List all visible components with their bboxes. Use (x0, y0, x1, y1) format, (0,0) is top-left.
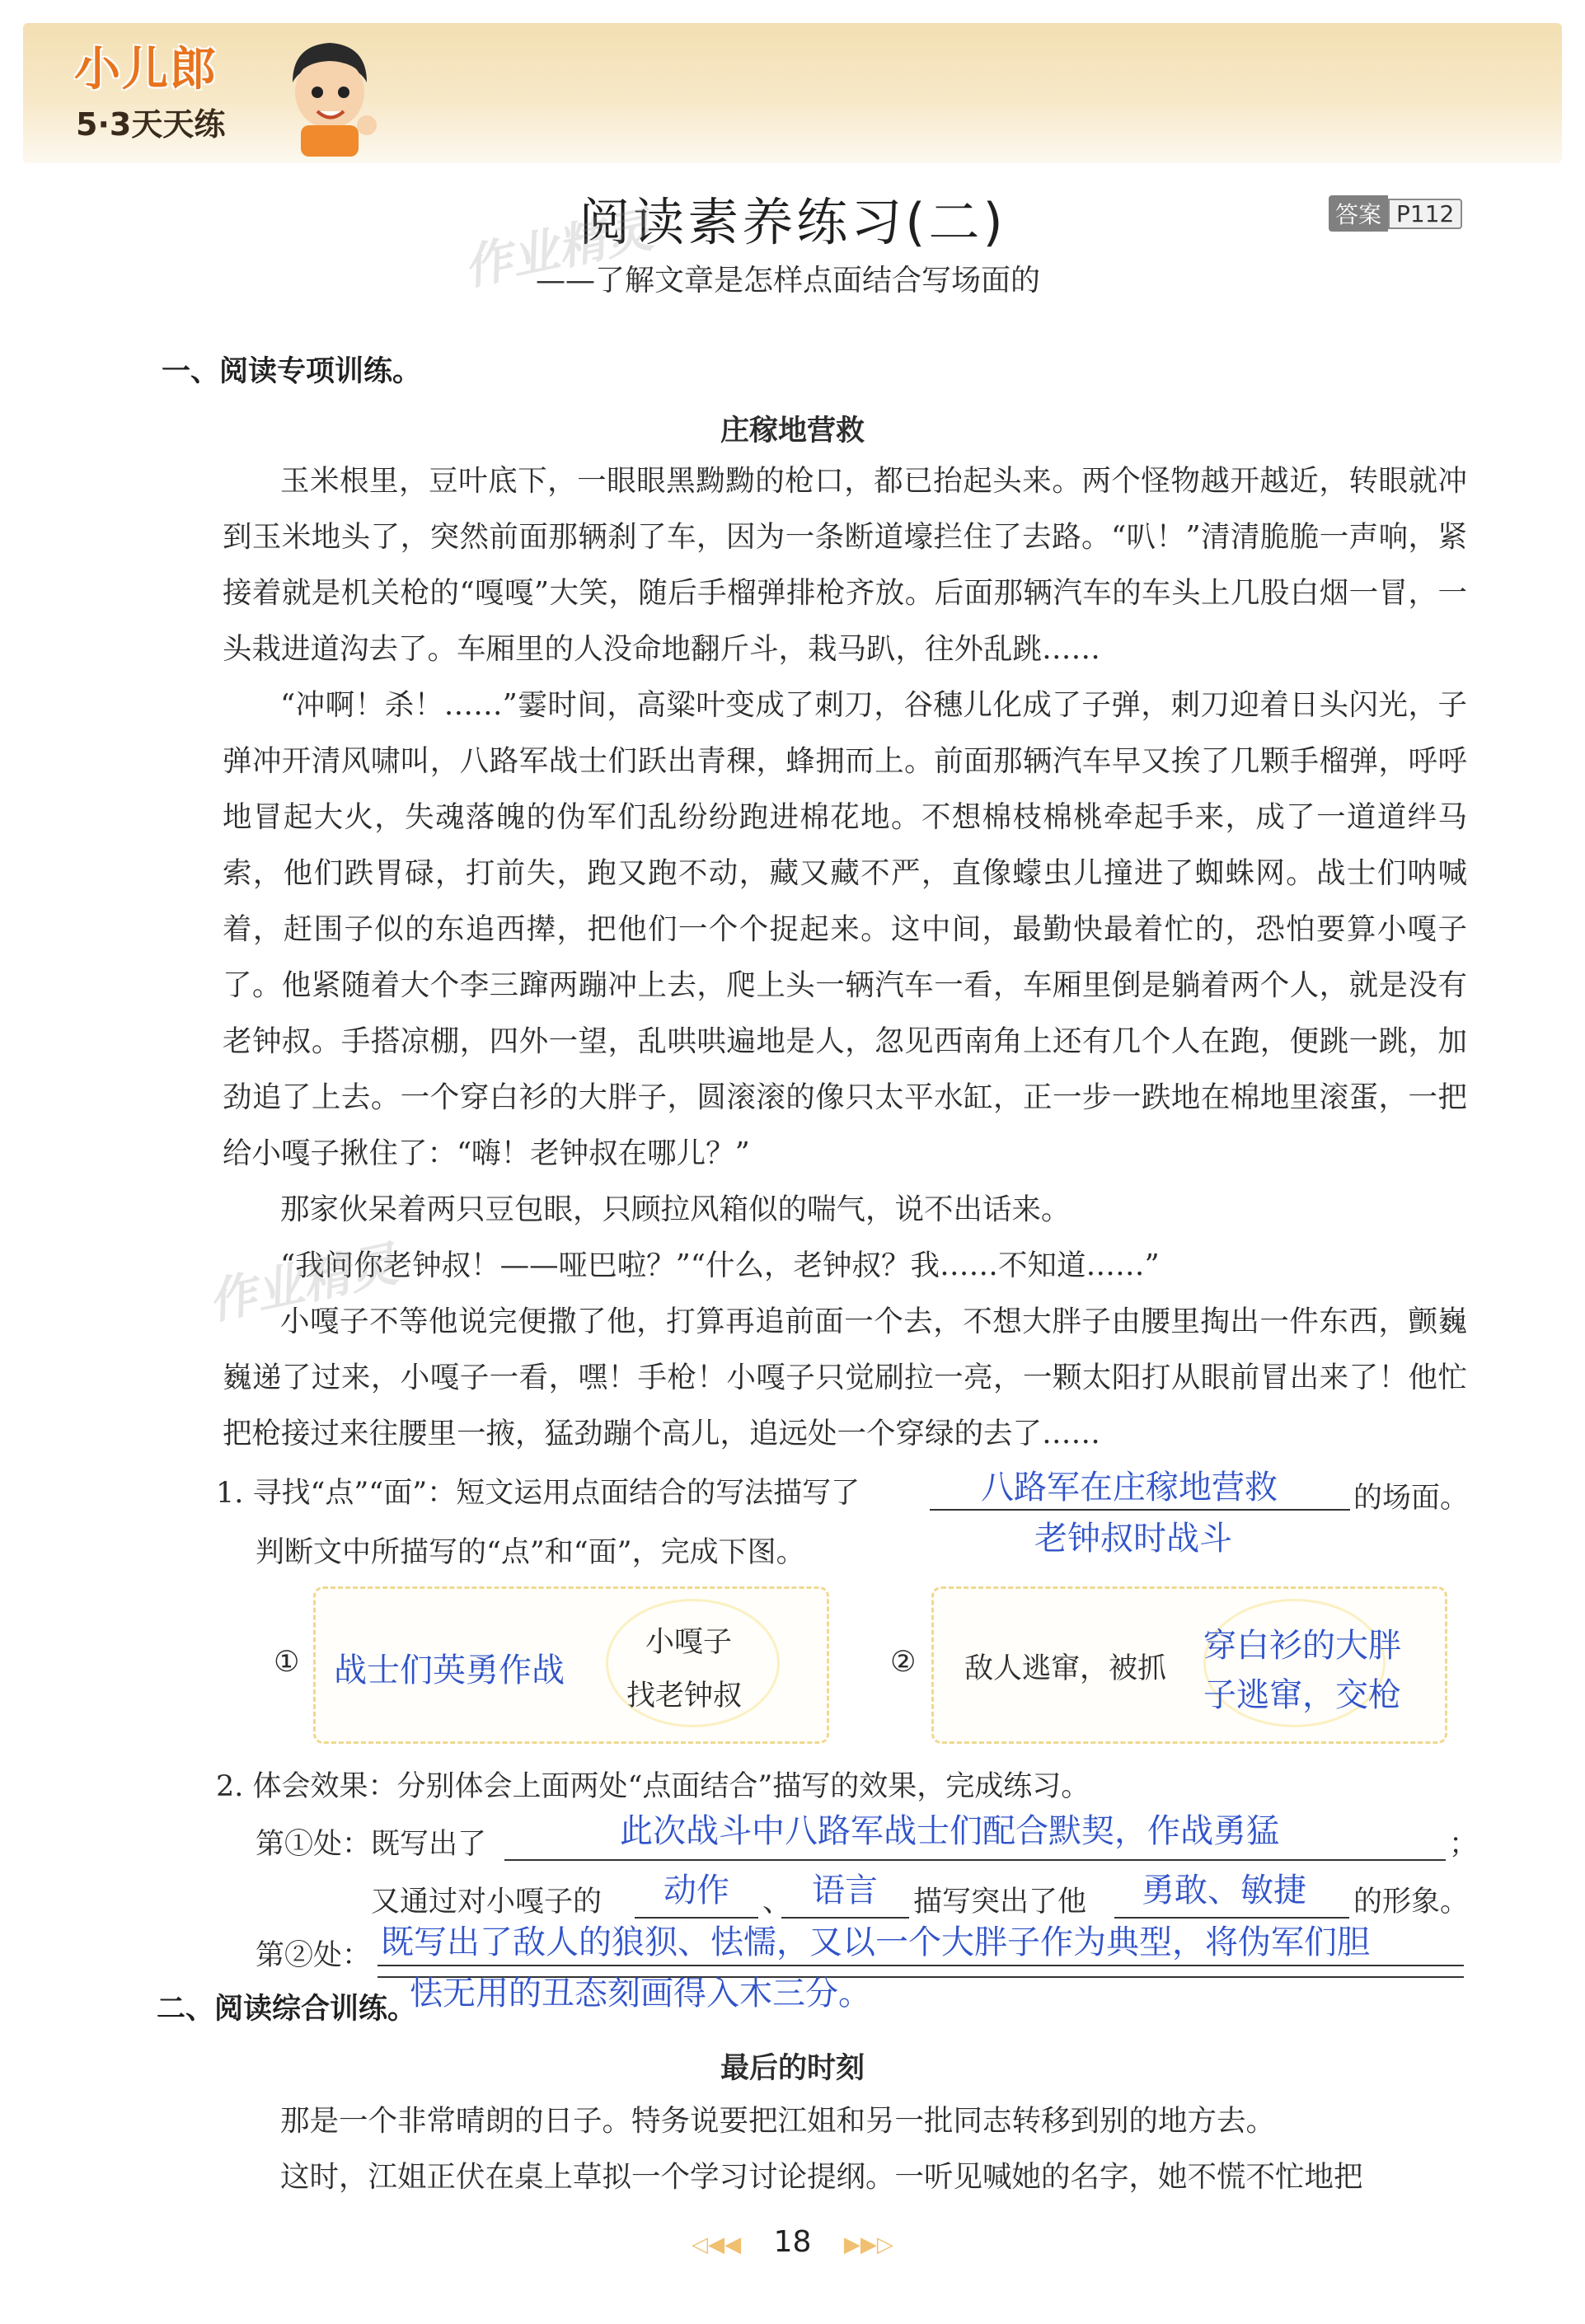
q2-row3-label: 第②处： (256, 1939, 372, 1972)
subtitle: ——了解文章是怎样点面结合写场面的 (536, 264, 1041, 298)
logo-subtitle: 5·3天天练 (76, 106, 226, 143)
q1-prefix: 1. 寻找“点”“面”：短文运用点面结合的写法描写了 (216, 1477, 860, 1510)
box1-point-line1: 小嘎子 (645, 1626, 733, 1659)
q2-prefix: 2. 体会效果：分别体会上面两处“点面结合”描写的效果，完成练习。 (216, 1770, 1090, 1803)
q1-answer-line1: 八路军在庄稼地营救 (981, 1469, 1278, 1506)
page-footer (0, 2225, 1585, 2259)
paragraph: 玉米根里，豆叶底下，一眼眼黑黝黝的枪口，都已抬起头来。两个怪物越开越近，转眼就冲到玉米地头了，突然前面那辆刹了车，因为一条断道壕拦住了去路。“叭！”清清脆脆一声响，紧接着就是机关枪的“嘎嘎”大笑，随后手榴弹排枪齐放。后面那辆汽车的车头上几股白烟一冒，一头栽进道沟去了。车厢里的人没命地翻斤斗，栽马趴，往外乱跳…… (223, 464, 1467, 666)
answer-tag[interactable] (1329, 196, 1462, 231)
box1-point-line2: 找老钟叔 (626, 1680, 743, 1713)
q2-row2-a2: 语言 (812, 1872, 878, 1909)
paragraph: “冲啊！杀！……”霎时间，高粱叶变成了刺刀，谷穗儿化成了子弹，刺刀迎着日头闪光，子弹冲开清风啸叫，八路军战士们跃出青稞，蜂拥而上。前面那辆汽车早又挨了几颗手榴弹，呼呼地冒起大火，失魂落魄的伪军们乱纷纷跑进棉花地。不想棉枝棉桃牵起手来，成了一道道绊马索，他们跌胃碌，打前失，跑又跑不动，藏又藏不严，直像蠓虫儿撞进了蜘蛛网。战士们呐喊着，赶围子似的东追西撵，把他们一个个捉起来。这中间，最勤快最着忙的，恐怕要算小嘎子了。他紧随着大个李三蹿两蹦冲上去，爬上头一辆汽车一看，车厢里倒是躺着两个人，就是没有老钟叔。手搭凉棚，四外一望，乱哄哄遍地是人，忽见西南角上还有几个人在跑，便跳一跳，加劲追了上去。一个穿白衫的大胖子，圆滚滚的像只太平水缸，正一步一跌地在棉地里滚蛋，一把给小嘎子揪住了：“嗨！老钟叔在哪儿？” (223, 688, 1467, 1170)
q2-row2-end: 的形象。 (1353, 1886, 1470, 1919)
answer-page: P112 (1388, 199, 1462, 229)
q2-row4-answer: 怯无用的丑态刻画得入木三分。 (410, 1975, 871, 2012)
q2-row2-sep: 、 (762, 1886, 792, 1919)
section-heading-2: 二、阅读综合训练。 (157, 1993, 417, 2026)
q2-row3-answer: 既写出了敌人的狼狈、怯懦，又以一个大胖子作为典型，将伪军们胆 (381, 1923, 1370, 1961)
header-band (23, 23, 1562, 163)
q2-row1-answer: 此次战斗中八路军战士们配合默契，作战勇猛 (620, 1812, 1279, 1850)
box2-answer-line2: 子逃窜，交枪 (1203, 1676, 1401, 1714)
watermark: 作业精灵 (458, 201, 658, 297)
article-title-1: 庄稼地营救 (720, 415, 865, 447)
q2-row1-label: 第①处：既写出了 (256, 1828, 487, 1861)
paragraph: 那家伙呆着两只豆包眼，只顾拉风箱似的喘气，说不出话来。 (280, 1192, 1071, 1226)
box2-text: 敌人逃窜，被抓 (964, 1652, 1167, 1685)
mascot-icon (268, 33, 392, 157)
q2-row2-prefix: 又通过对小嘎子的 (371, 1886, 603, 1919)
paragraph: “我问你老钟叔！——哑巴啦？”“什么，老钟叔？我……不知道……” (280, 1249, 1160, 1282)
paragraph: 那是一个非常晴朗的日子。特务说要把江姐和另一批同志转移到别的地方去。 (280, 2104, 1276, 2138)
q1-suffix: 的场面。 (1353, 1482, 1470, 1515)
prev-arrows-icon: ◁◀◀ (692, 2233, 742, 2257)
paragraph: 这时，江姐正伏在桌上草拟一个学习讨论提纲。一听见喊她的名字，她不慌不忙地把 (280, 2160, 1363, 2194)
next-arrows-icon: ▶▶▷ (843, 2233, 893, 2257)
page-title: 阅读素养练习(二) (579, 192, 1006, 252)
q1-second-line: 判断文中所描写的“点”和“面”，完成下图。 (256, 1536, 805, 1569)
page-number: 18 (773, 2225, 812, 2259)
q2-row1-end: ； (1449, 1828, 1479, 1861)
q2-row2-mid: 描写突出了他 (913, 1886, 1087, 1919)
q2-row2-a1: 动作 (664, 1872, 729, 1909)
box1-answer: 战士们英勇作战 (334, 1652, 565, 1689)
box1-number: ① (274, 1646, 300, 1679)
q1-answer-line2: 老钟叔时战斗 (1034, 1520, 1232, 1558)
box2-number: ② (890, 1646, 917, 1679)
paragraph: 小嘎子不等他说完便撒了他，打算再追前面一个去，不想大胖子由腰里掏出一件东西，颤巍巍递了过来，小嘎子一看，嘿！手枪！小嘎子只觉刷拉一亮，一颗太阳打从眼前冒出来了！他忙把枪接过来往腰里一掖，猛劲蹦个高儿，追远处一个穿绿的去了…… (223, 1305, 1467, 1450)
logo-title: 小儿郎 (74, 43, 218, 96)
section-heading-1: 一、阅读专项训练。 (162, 355, 422, 388)
article-title-2: 最后的时刻 (720, 2052, 865, 2085)
answer-label: 答案 (1329, 195, 1388, 232)
q2-row2-a3: 勇敢、敏捷 (1142, 1872, 1306, 1909)
box2-answer-line1: 穿白衫的大胖 (1203, 1627, 1401, 1665)
watermark: 作业精灵 (203, 1235, 402, 1331)
